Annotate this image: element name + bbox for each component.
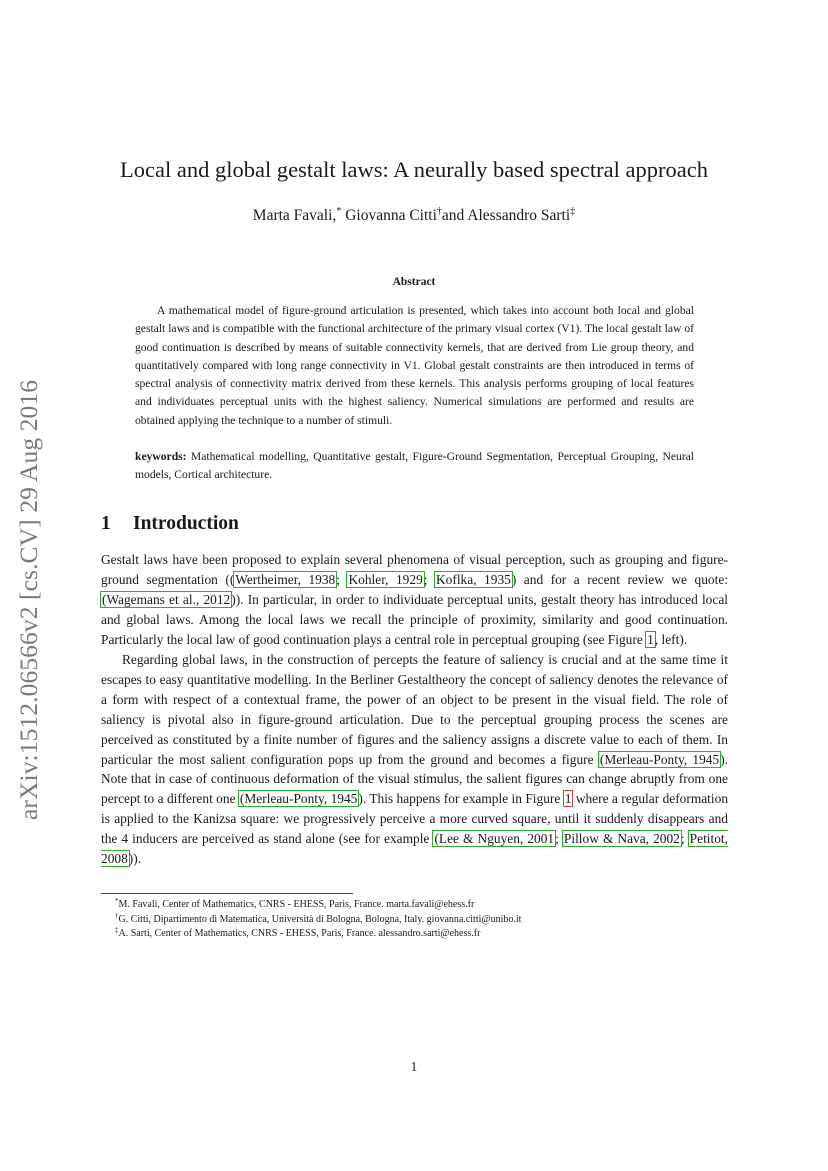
introduction-body [101,550,728,869]
citation-separator: ; [336,571,348,587]
author-favali: Marta Favali, [252,207,337,224]
figure-reference-link[interactable]: 1 [647,631,654,647]
section-heading-introduction [101,511,239,537]
footnote-text: M. Favali, Center of Mathematics, CNRS - EHESS, Paris, France. marta.favali@ehess.fr [118,899,475,910]
paragraph-text: ) and for a recent review we quote: [511,571,728,587]
footnote-text: G. Citti, Dipartimento di Matematica, Università di Bologna, Bologna, Italy. giovanna.citti@unibo.it [118,913,522,925]
paragraph-text: Regarding global laws, in the construction of percepts the feature of saliency is crucial and at the same time it escapes to easy quantitative modelling. In the Berliner Gestaltheory the concept of saliency denotes the relevance of a form with respect of a contextual frame, the power of an object to be present in the visual field. The role of saliency is pivotal also in figure-ground articulation. Due to the perceptual grouping process the scenes are perceived as constituted by a finite number of figures and the saliency assigns a discrete value to each of them. In particular the most salient configuration pops up from the ground and becomes a figure [101,651,728,767]
citation-link[interactable]: (Merleau-Ponty, 1945 [599,751,720,767]
footnote-favali [101,898,728,913]
keywords-line [135,448,694,485]
paper-title: Local and global gestalt laws: A neurally based spectral approach [120,157,708,182]
page-number: 1 [410,1059,418,1074]
arxiv-identifier-stamp: arXiv:1512.06566v2 [cs.CV] 29 Aug 2016 [14,379,43,820]
footnote-mark-citti[interactable]: † [436,206,442,217]
author-sarti: and Alessandro Sarti [441,207,571,224]
citation-link[interactable]: Wertheimer, 1938 [235,571,336,587]
citation-separator: ; [423,571,436,587]
keywords-list: Mathematical modelling, Quantitative gestalt, Figure-Ground Segmentation, Perceptual Grouping, Neural models, Cortical architecture. [135,450,694,482]
footnote-sarti [101,927,728,942]
citation-link[interactable]: (Merleau-Ponty, 1945 [239,791,358,807]
footnote-text: A. Sarti, Center of Mathematics, CNRS - EHESS, Paris, France. alessandro.sarti@ehess.fr [118,928,481,939]
paragraph-text: where a regular deformation is applied to the Kanizsa square: we progressively perceive a more curved square, until it suddenly disappears and the 4 inducers are perceived as stand alone (see for example [101,791,729,847]
section-title: Introduction [133,513,239,534]
footnotes [101,898,728,942]
footnote-mark: * [115,897,119,905]
citation-link[interactable]: Kohler, 1929 [348,571,423,587]
citation-separator: ; [555,831,563,847]
citation-link[interactable]: Koflka, 1935 [436,571,511,587]
footnote-mark: † [115,911,119,920]
citation-separator: ; [680,831,689,847]
paragraph-text: ). This happens for example in Figure [358,791,564,807]
footnote-mark: ‡ [115,926,119,934]
citation-link[interactable]: (Wagemans et al., 2012 [102,591,231,607]
paragraph-text: )). [128,851,142,867]
author-citti: Giovanna Citti [341,207,437,224]
footnote-mark-favali[interactable]: * [336,206,342,217]
paragraph [101,550,728,650]
abstract-heading: Abstract [392,276,436,288]
section-number: 1 [101,513,111,534]
citation-link[interactable]: Petitot, 2008 [101,831,728,867]
author-line [0,206,828,226]
keywords-label: keywords: [135,450,187,463]
abstract-text: A mathematical model of figure-ground articulation is presented, which takes into account both local and global gestalt laws and is compatible with the functional architecture of the primary visual cortex (V1). The local gestalt law of good continuation is described by means of suitable connectivity kernels, that are derived from Lie group theory, and quantitatively compared with long range connectivity in V1. Global gestalt constraints are then introduced in terms of spectral analysis of connectivity matrix derived from these kernels. This analysis performs grouping of local features and individuates perceptual units with the highest saliency. Numerical simulations are performed and results are obtained applying the technique to a number of stimuli. [135,304,694,427]
paragraph-text: Gestalt laws have been proposed to explain several phenomena of visual perception, such as grouping and figure-ground segmentation (( [101,552,728,587]
citation-link[interactable]: Pillow & Nava, 2002 [563,831,680,847]
citation-link[interactable]: (Lee & Nguyen, 2001 [434,831,555,847]
paragraph-text: )). In particular, in order to individuate perceptual units, gestalt theory has introduced local and global laws. Among the local laws we recall the principle of proximity, similarity and good continuation. Particularly the local law of good continuation plays a central role in perceptual grouping (see Figure [101,591,728,647]
footnote-mark-sarti[interactable]: ‡ [570,206,576,217]
paragraph-text: , left). [654,631,688,647]
paragraph-text: ). Note that in case of continuous deformation of the visual stimulus, the salient figures can change abruptly from one percept to a different one [101,751,728,807]
paragraph [101,650,728,869]
figure-reference-link[interactable]: 1 [564,791,572,807]
footnote-citti [101,913,728,928]
footnote-divider [101,893,353,894]
